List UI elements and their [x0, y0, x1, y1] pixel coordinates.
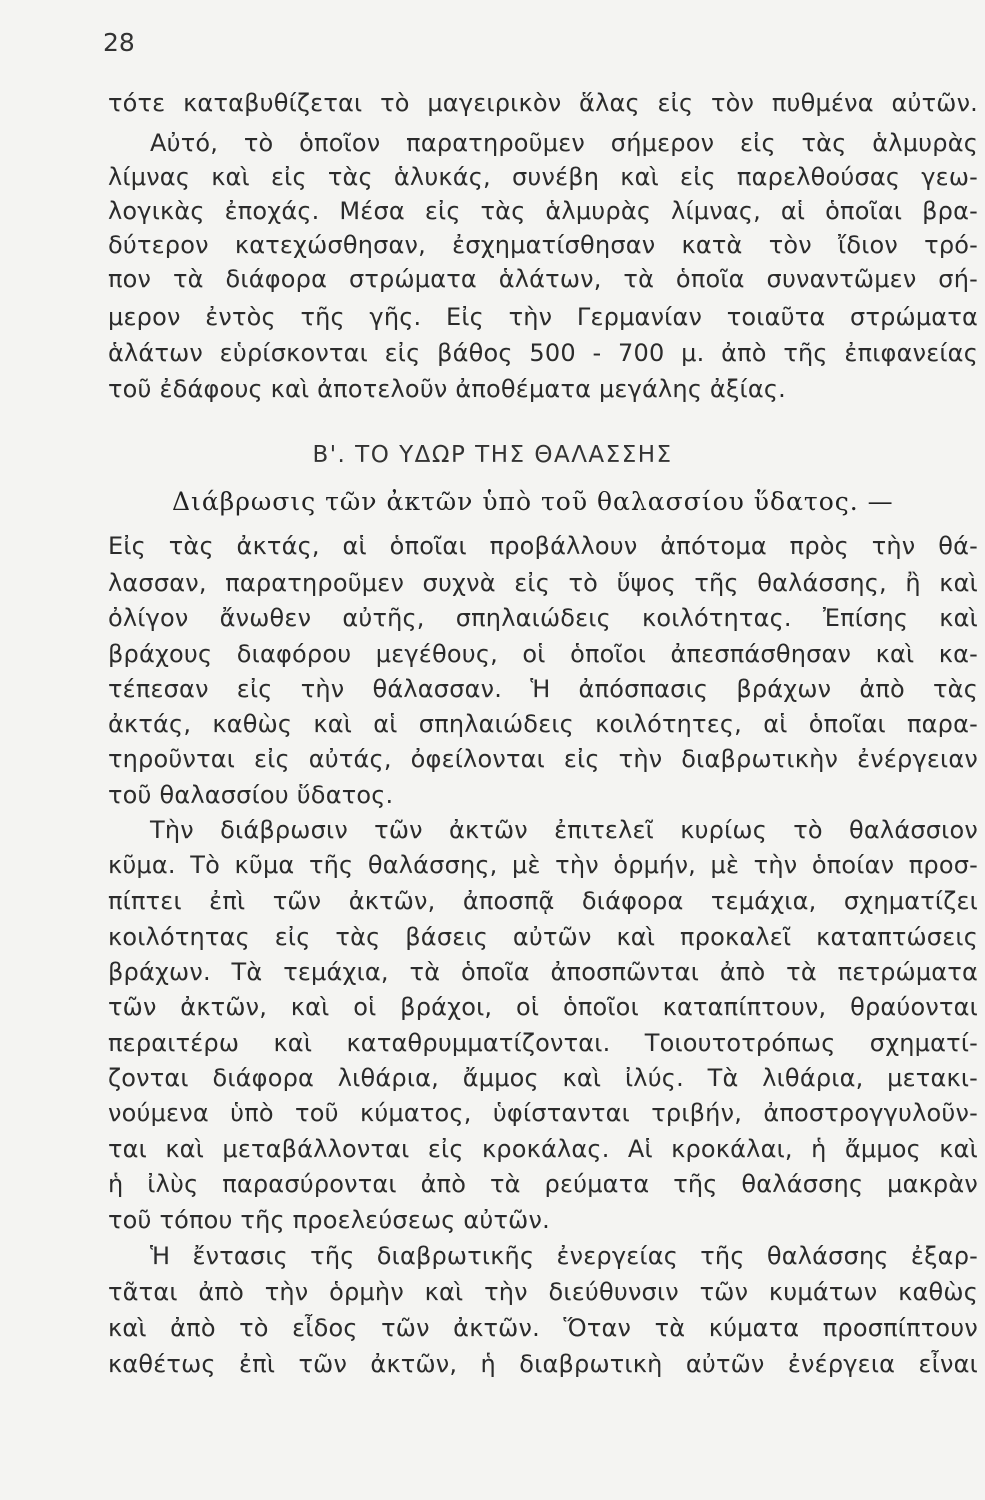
text-line: τᾶται ἀπὸ τὴν ὁρμὴν καὶ τὴν διεύθυνσιν τῶν κυμάτων καθὼς	[108, 1278, 978, 1306]
text-line: πίπτει ἐπὶ τῶν ἀκτῶν, ἀποσπᾷ διάφορα τεμάχια, σχηματίζει	[108, 887, 978, 915]
text-line: τοῦ ἐδάφους καὶ ἀποτελοῦν ἀποθέματα μεγάλης ἀξίας.	[108, 375, 786, 403]
text-line: καθέτως ἐπὶ τῶν ἀκτῶν, ἡ διαβρωτικὴ αὐτῶν ἐνέργεια εἶναι	[108, 1350, 978, 1378]
text-line: τηροῦνται εἰς αὐτάς, ὀφείλονται εἰς τὴν διαβρωτικὴν ἐνέργειαν	[108, 745, 978, 773]
text-line: δύτερον κατεχώσθησαν, ἐσχηματίσθησαν κατὰ τὸν ἴδιον τρό-	[108, 231, 978, 259]
text-line: τοῦ θαλασσίου ὕδατος.	[108, 781, 394, 809]
text-line: Αὐτό, τὸ ὁποῖον παρατηροῦμεν σήμερον εἰς τὰς ἁλμυρὰς	[150, 129, 978, 157]
text-line: τοῦ τόπου τῆς προελεύσεως αὐτῶν.	[108, 1206, 550, 1234]
text-line: πον τὰ διάφορα στρώματα ἁλάτων, τὰ ὁποῖα συναντῶμεν σή-	[108, 265, 978, 293]
text-line: ἁλάτων εὑρίσκονται εἰς βάθος 500 - 700 μ. ἀπὸ τῆς ἐπιφανείας	[108, 339, 978, 367]
text-line: Τὴν διάβρωσιν τῶν ἀκτῶν ἐπιτελεῖ κυρίως τὸ θαλάσσιον	[150, 816, 978, 844]
text-line: κοιλότητας εἰς τὰς βάσεις αὐτῶν καὶ προκαλεῖ καταπτώσεις	[108, 923, 978, 951]
text-line: ἡ ἰλὺς παρασύρονται ἀπὸ τὰ ρεύματα τῆς θαλάσσης μακρὰν	[108, 1170, 978, 1198]
text-line: τότε καταβυθίζεται τὸ μαγειρικὸν ἅλας εἰς τὸν πυθμένα αὐτῶν.	[108, 89, 978, 117]
text-line: βράχους διαφόρου μεγέθους, οἱ ὁποῖοι ἀπεσπάσθησαν καὶ κα-	[108, 640, 978, 668]
text-line: μερον ἐντὸς τῆς γῆς. Εἰς τὴν Γερμανίαν τοιαῦτα στρώματα	[108, 303, 978, 331]
text-line: Εἰς τὰς ἀκτάς, αἱ ὁποῖαι προβάλλουν ἀπότομα πρὸς τὴν θά-	[108, 532, 978, 560]
text-line: βράχων. Τὰ τεμάχια, τὰ ὁποῖα ἀποσπῶνται ἀπὸ τὰ πετρώματα	[108, 958, 978, 986]
text-line: ται καὶ μεταβάλλονται εἰς κροκάλας. Αἱ κροκάλαι, ἡ ἄμμος καὶ	[108, 1135, 978, 1163]
subheading: Διάβρωσις τῶν ἀκτῶν ὑπὸ τοῦ θαλασσίου ὕδατος. —	[172, 487, 894, 516]
text-line: περαιτέρω καὶ καταθρυμματίζονται. Τοιουτοτρόπως σχηματί-	[108, 1029, 978, 1057]
page-number: 28	[103, 28, 135, 57]
text-line: νούμενα ὑπὸ τοῦ κύματος, ὑφίστανται τριβήν, ἀποστρογγυλοῦν-	[108, 1099, 978, 1127]
text-line: τέπεσαν εἰς τὴν θάλασσαν. Ἡ ἀπόσπασις βράχων ἀπὸ τὰς	[108, 675, 978, 703]
text-line: λίμνας καὶ εἰς τὰς ἁλυκάς, συνέβη καὶ εἰς παρελθούσας γεω-	[108, 163, 978, 191]
text-line: λογικὰς ἐποχάς. Μέσα εἰς τὰς ἁλμυρὰς λίμνας, αἱ ὁποῖαι βρα-	[108, 197, 978, 225]
text-line: καὶ ἀπὸ τὸ εἶδος τῶν ἀκτῶν. Ὅταν τὰ κύματα προσπίπτουν	[108, 1314, 978, 1342]
text-line: ζονται διάφορα λιθάρια, ἄμμος καὶ ἰλύς. Τὰ λιθάρια, μετακι-	[108, 1064, 978, 1092]
text-line: τῶν ἀκτῶν, καὶ οἱ βράχοι, οἱ ὁποῖοι καταπίπτουν, θραύονται	[108, 993, 978, 1021]
text-line: Ἡ ἔντασις τῆς διαβρωτικῆς ἐνεργείας τῆς θαλάσσης ἐξαρ-	[150, 1242, 978, 1270]
text-line: ὀλίγον ἄνωθεν αὐτῆς, σπηλαιώδεις κοιλότητας. Ἐπίσης καὶ	[108, 604, 978, 632]
text-line: ἀκτάς, καθὼς καὶ αἱ σπηλαιώδεις κοιλότητες, αἱ ὁποῖαι παρα-	[108, 710, 978, 738]
text-line: λασσαν, παρατηροῦμεν συχνὰ εἰς τὸ ὕψος τῆς θαλάσσης, ἢ καὶ	[108, 569, 978, 597]
text-line: κῦμα. Τὸ κῦμα τῆς θαλάσσης, μὲ τὴν ὁρμήν, μὲ τὴν ὁποίαν προσ-	[108, 851, 978, 879]
section-title: Β'. ΤΟ ΥΔΩΡ ΤΗΣ ΘΑΛΑΣΣΗΣ	[312, 442, 673, 468]
